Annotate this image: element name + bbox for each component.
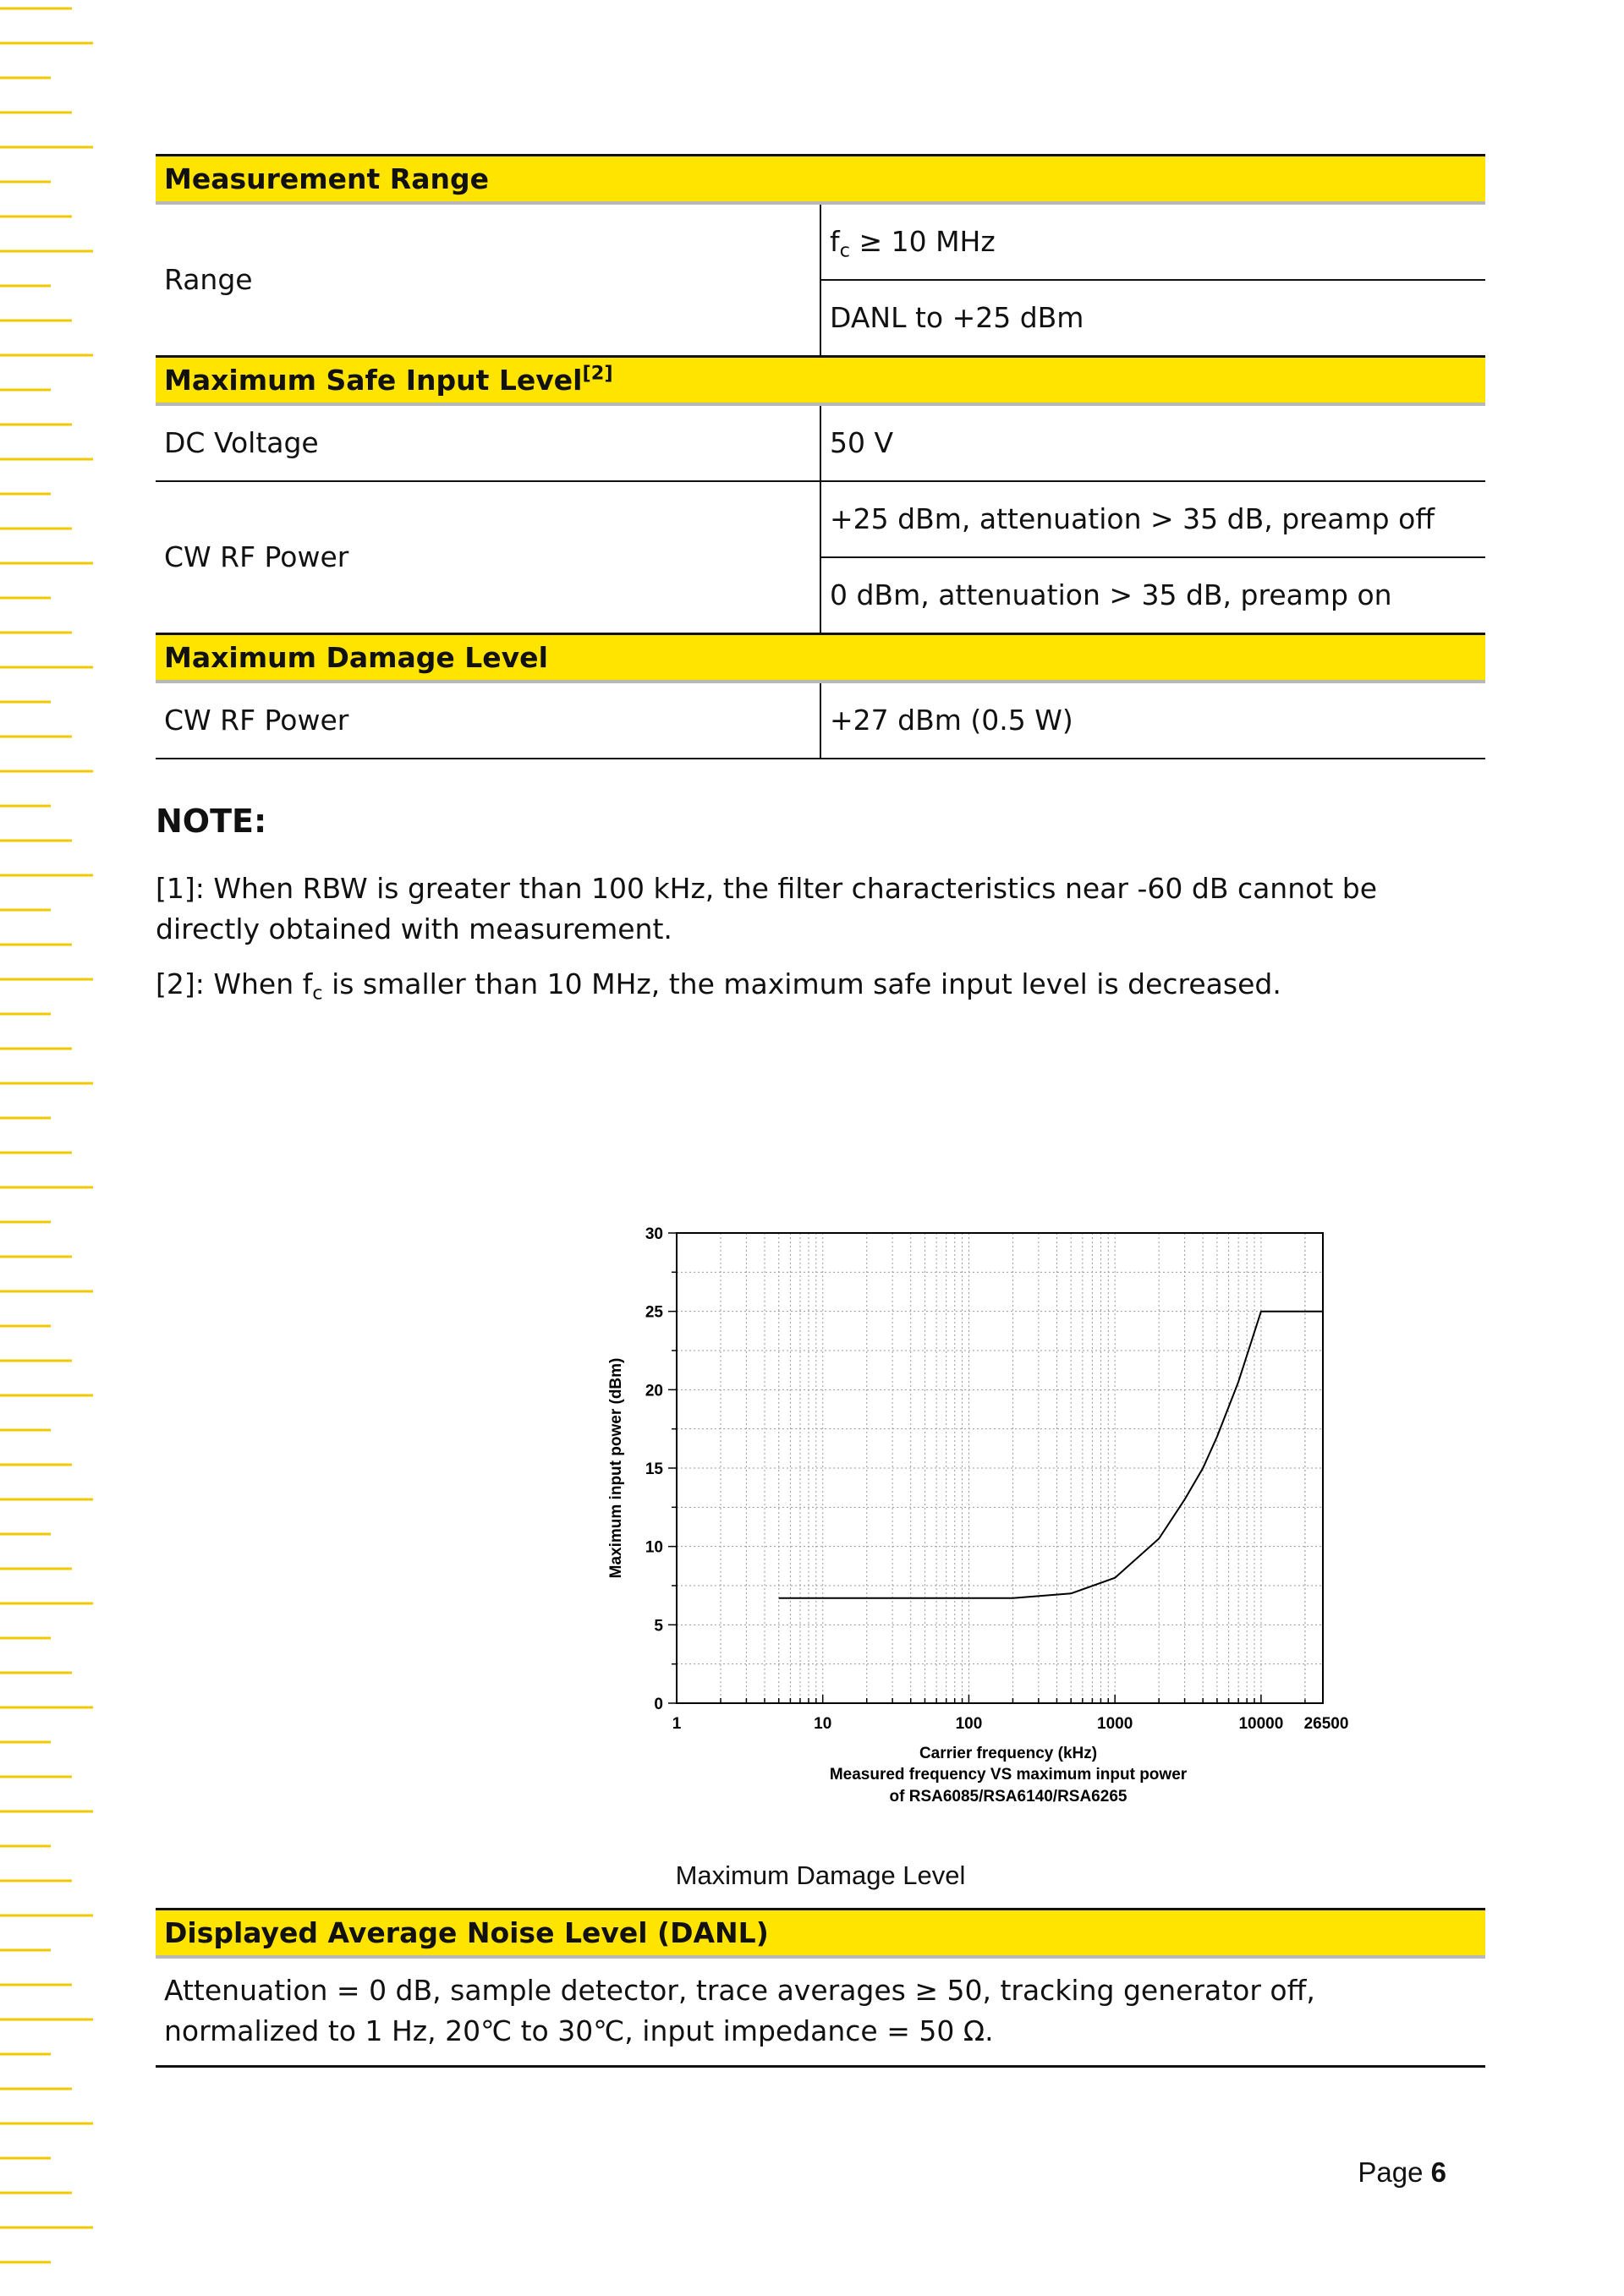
cw-power-preamp-on: 0 dBm, attenuation > 35 dB, preamp on [820, 557, 1485, 634]
page-content [156, 154, 1485, 2047]
spec-table [156, 154, 1485, 759]
note-2: [2]: When $f_c$ is smaller than 10 MHz, the maximum safe input level is decreased. [156, 967, 1281, 1005]
chart-subtitle-line-2: of RSA6085/RSA6140/RSA6265 [889, 1788, 1127, 1806]
y-tick-label: 10 [645, 1538, 663, 1557]
section-title: Maximum Safe Input Level[2] [156, 357, 1485, 405]
margin-decoration [0, 0, 93, 2296]
cw-power-preamp-off: +25 dBm, attenuation > 35 dB, preamp off [820, 481, 1485, 557]
row-label-cw-rf-power: CW RF Power [156, 481, 820, 634]
danl-section [156, 1908, 1485, 2068]
table-row [156, 682, 1485, 759]
x-tick-label: 100 [955, 1715, 983, 1733]
max-input-power-chart [595, 1203, 1374, 1820]
damage-level-value: +27 dBm (0.5 W) [820, 682, 1485, 759]
page-number: Page 6 [1358, 2156, 1446, 2188]
x-tick-label: 10000 [1238, 1715, 1284, 1733]
table-row [156, 404, 1485, 481]
table-row [156, 481, 1485, 557]
x-tick-label: 26500 [1303, 1715, 1349, 1733]
table-row [156, 203, 1485, 280]
section-title: Measurement Range [156, 156, 1485, 204]
x-tick-label: 10 [814, 1715, 832, 1733]
section-title: Maximum Damage Level [156, 634, 1485, 682]
danl-description: Attenuation = 0 dB, sample detector, trace averages ≥ 50, tracking generator off, normalized to 1 Hz, 20℃ to 30℃, input impedance = 50 Ω. [156, 1959, 1485, 2068]
y-tick-label: 25 [645, 1303, 663, 1322]
y-axis-label: Maximum input power (dBm) [607, 1357, 625, 1579]
chart-subtitle-line-1: Measured frequency VS maximum input power [829, 1766, 1188, 1784]
note-1: [1]: When RBW is greater than 100 kHz, the filter characteristics near -60 dB cannot be directly obtained with measurement. [156, 872, 1378, 945]
y-tick-label: 15 [645, 1460, 663, 1478]
range-value-frequency: $f_c \ge 10$ MHz [820, 203, 1485, 280]
y-tick-label: 30 [645, 1225, 663, 1243]
section-header-max-damage [156, 634, 1485, 682]
range-value-level: DANL to +25 dBm [820, 280, 1485, 357]
row-label-range: Range [156, 203, 820, 357]
row-label-dc-voltage: DC Voltage [156, 404, 820, 481]
section-header-max-safe-input [156, 357, 1485, 405]
y-tick-label: 5 [654, 1617, 663, 1636]
x-tick-label: 1 [672, 1715, 682, 1733]
series-line [779, 1312, 1323, 1598]
dc-voltage-value: 50 V [820, 404, 1485, 481]
chart-caption: Maximum Damage Level [675, 1860, 966, 1890]
y-tick-label: 20 [645, 1382, 663, 1400]
note-title: NOTE: [156, 803, 267, 840]
section-header-danl: Displayed Average Noise Level (DANL) [156, 1908, 1485, 1959]
x-axis-label: Carrier frequency (kHz) [919, 1745, 1098, 1762]
x-tick-label: 1000 [1097, 1715, 1133, 1733]
y-tick-label: 0 [654, 1696, 663, 1713]
section-header-measurement-range [156, 156, 1485, 204]
row-label-cw-rf-power: CW RF Power [156, 682, 820, 759]
